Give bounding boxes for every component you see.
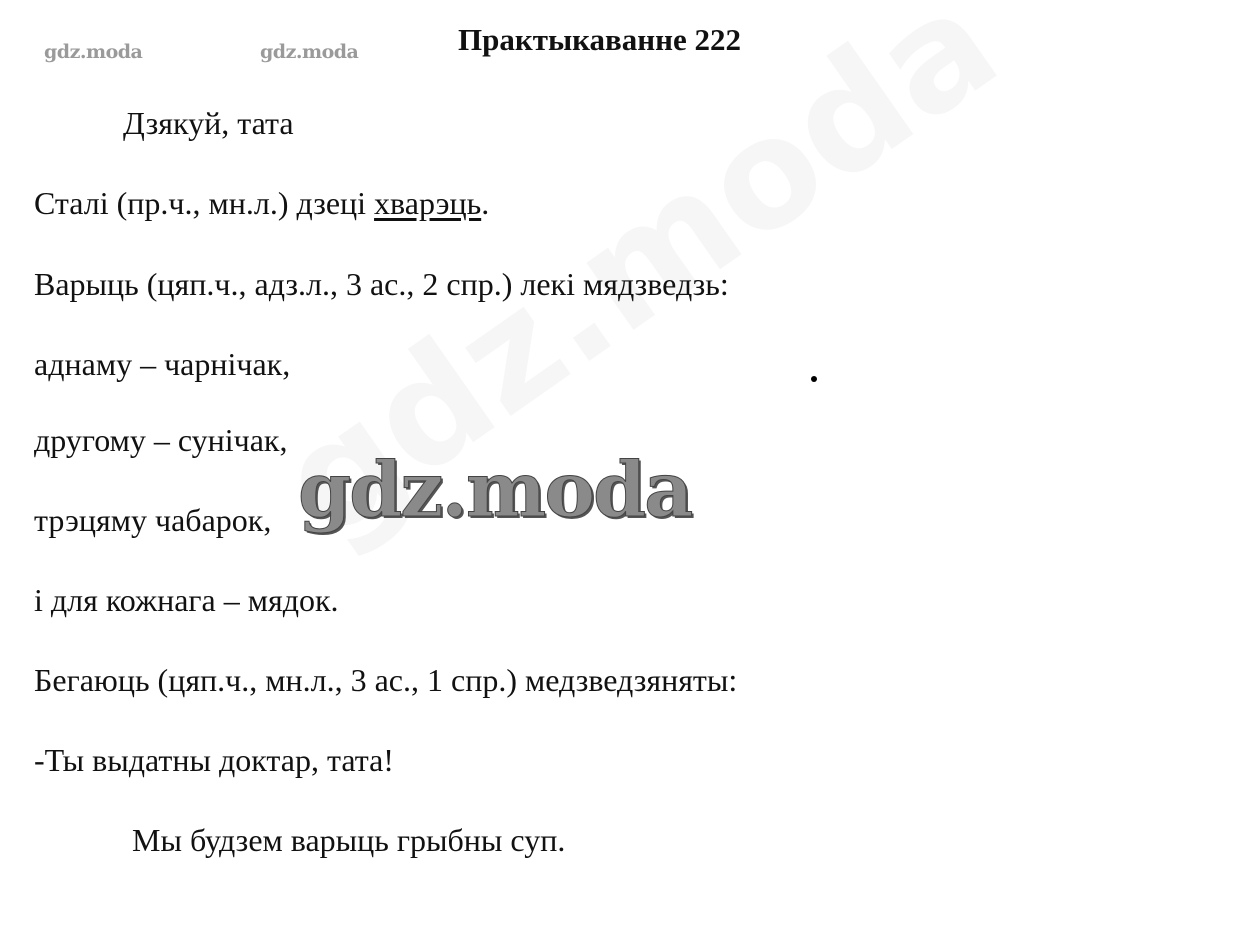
watermark-logo-small: gdz.moda	[260, 41, 359, 63]
text-line-content: Варыць (цяп.ч., адз.л., 3 ас., 2 спр.) лекі мядзведзь:	[34, 266, 729, 302]
text-line	[34, 504, 271, 536]
text-line-content: -Ты выдатны доктар, тата!	[34, 742, 394, 778]
text-line-heading	[123, 107, 294, 139]
page-title: Практыкаванне 222	[458, 22, 742, 57]
underlined-word: хварэць	[374, 185, 482, 221]
text-line-content: Дзякуй, тата	[123, 105, 294, 141]
text-line	[34, 268, 729, 300]
text-line	[34, 187, 489, 219]
text-line-content: трэцяму чабарок,	[34, 502, 272, 538]
text-line-content: і для кожнага – мядок.	[34, 582, 339, 618]
text-line	[34, 584, 339, 616]
text-line-content: другому – сунічак,	[34, 422, 288, 458]
text-line	[34, 348, 290, 380]
text-line-content: Бегаюць (цяп.ч., мн.л., 3 ас., 1 спр.) медзведзяняты:	[34, 662, 738, 698]
text-line-content: Сталі (пр.ч., мн.л.) дзеці	[34, 185, 375, 221]
text-line-content: Мы будзем варыць грыбны суп.	[132, 822, 566, 858]
text-line-content: аднаму – чарнічак,	[34, 346, 291, 382]
text-line	[34, 744, 394, 776]
text-line	[34, 664, 737, 696]
text-line-suffix: .	[481, 185, 490, 221]
watermark-logo-small: gdz.moda	[44, 41, 143, 63]
text-line	[34, 424, 287, 456]
watermark-logo-large: gdz.moda	[298, 445, 692, 534]
stray-dot-mark	[811, 376, 817, 382]
text-line	[132, 824, 565, 856]
